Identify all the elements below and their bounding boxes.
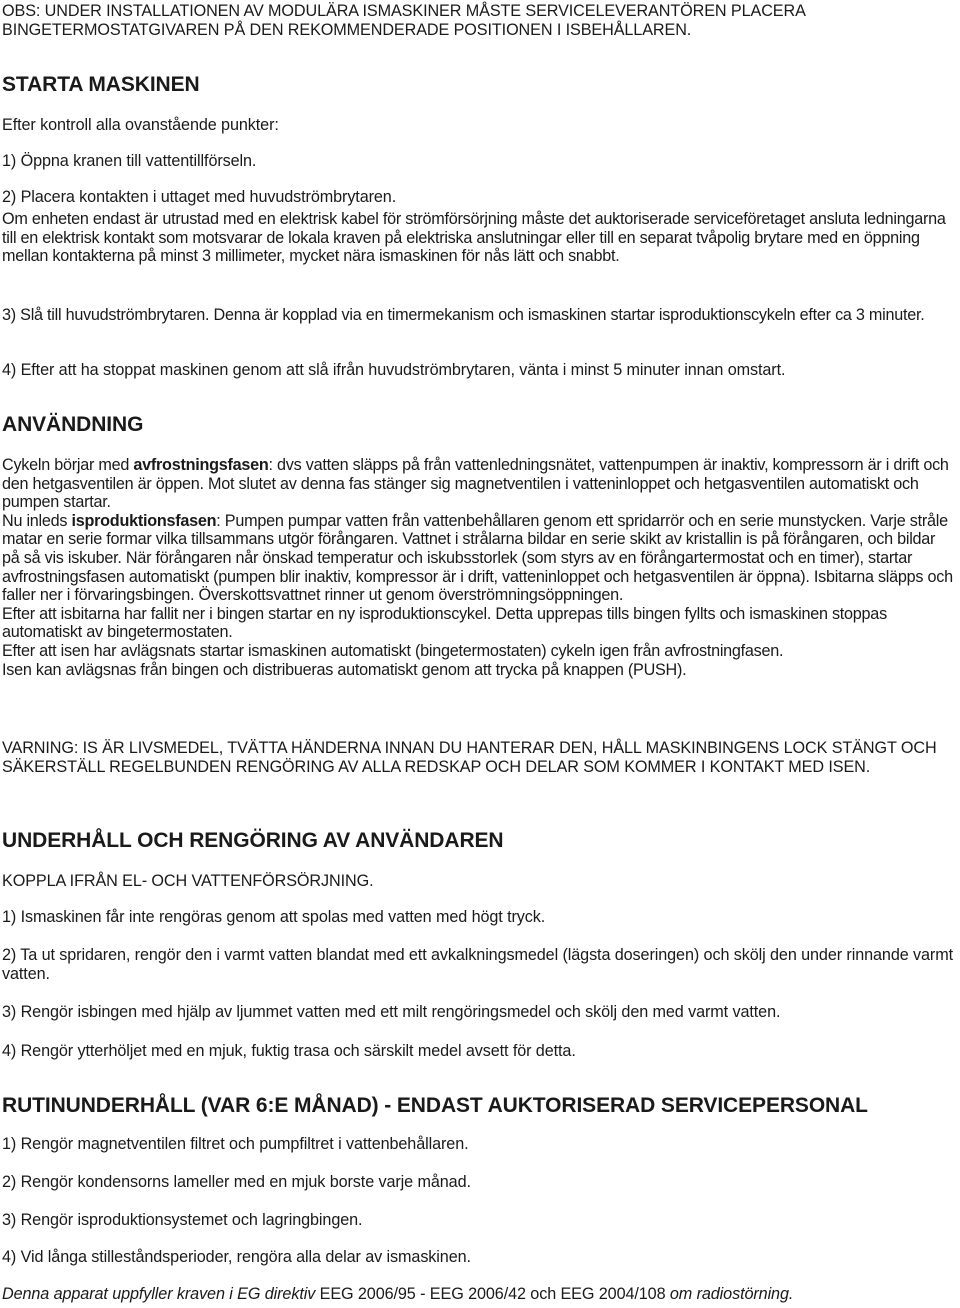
compliance-footer xyxy=(2,1285,956,1304)
start-step-3: 3) Slå till huvudströmbrytaren. Denna är kopplad via en timermekanism och ismaskinen startar isproduktionscykeln efter ca 3 minuter. xyxy=(2,306,925,324)
usage-paragraph-4: Efter att isen har avlägsnats startar ismaskinen automatiskt (bingetermostaten) cykeln igen från avfrostningfasen. xyxy=(2,641,784,660)
footer-italic-start: Denna apparat uppfyller kraven i EG direktiv xyxy=(2,1285,316,1303)
routine-item-1: 1) Rengör magnetventilen filtret och pumpfiltret i vattenbehållaren. xyxy=(2,1135,469,1153)
routine-maintenance-heading: RUTINUNDERHÅLL (VAR 6:E MÅNAD) - ENDAST AUKTORISERAD SERVICEPERSONAL xyxy=(2,1094,868,1117)
footer-directives: EEG 2006/95 - EEG 2006/42 och EEG 2004/108 xyxy=(315,1285,666,1303)
start-step-1: 1) Öppna kranen till vattentillförseln. xyxy=(2,152,257,170)
user-maintenance-item-2: 2) Ta ut spridaren, rengör den i varmt vatten blandat med ett avkalkningsmedel (lägsta doseringen) och skölj den under rinnande varmt vatten. xyxy=(2,946,953,983)
user-maintenance-item-3: 3) Rengör isbingen med hjälp av ljummet vatten med ett milt rengöringsmedel och skölj den med varmt vatten. xyxy=(2,1003,781,1021)
user-maintenance-item-1: 1) Ismaskinen får inte rengöras genom att spolas med vatten med högt tryck. xyxy=(2,908,546,926)
usage-paragraph-5: Isen kan avlägsnas från bingen och distribueras automatiskt genom att trycka på knappen (PUSH). xyxy=(2,660,687,679)
obs-note: OBS: UNDER INSTALLATIONEN AV MODULÄRA ISMASKINER MÅSTE SERVICELEVERANTÖREN PLACERA BINGETERMOSTATGIVAREN PÅ DEN REKOMMENDERADE POSITIONEN I ISBEHÅLLAREN. xyxy=(2,2,805,39)
start-intro: Efter kontroll alla ovanstående punkter: xyxy=(2,116,279,134)
warning-text: VARNING: IS ÄR LIVSMEDEL, TVÄTTA HÄNDERNA INNAN DU HANTERAR DEN, HÅLL MASKINBINGENS LOCK STÄNGT OCH SÄKERSTÄLL REGELBUNDEN RENGÖRING AV ALLA REDSKAP OCH DELAR SOM KOMMER I KONTAKT MED ISEN. xyxy=(2,739,937,776)
disconnect-note: KOPPLA IFRÅN EL- OCH VATTENFÖRSÖRJNING. xyxy=(2,872,374,890)
routine-item-2: 2) Rengör kondensorns lameller med en mjuk borste varje månad. xyxy=(2,1173,471,1191)
start-step-2: 2) Placera kontakten i uttaget med huvudströmbrytaren. xyxy=(2,188,397,206)
usage-text xyxy=(2,456,956,679)
routine-item-3: 3) Rengör isproduktionsystemet och lagringbingen. xyxy=(2,1211,363,1229)
start-step-2-detail: Om enheten endast är utrustad med en elektrisk kabel för strömförsörjning måste det auktoriserade serviceföretaget ansluta ledningarna till en elektrisk kontakt som motsvarar de lokala kraven på elektriska anslutningar eller till en separat tvåpolig brytare med en öppning mellan kontakterna på minst 3 millimeter, mycket nära ismaskinen för nås lätt och snabbt. xyxy=(2,210,946,266)
start-step-4: 4) Efter att ha stoppat maskinen genom att slå ifrån huvudströmbrytaren, vänta i minst 5 minuter innan omstart. xyxy=(2,361,786,379)
user-maintenance-item-4: 4) Rengör ytterhöljet med en mjuk, fuktig trasa och särskilt medel avsett för detta. xyxy=(2,1042,576,1060)
ice-production-phase-term: isproduktionsfasen xyxy=(71,511,217,530)
usage-heading: ANVÄNDNING xyxy=(2,413,144,436)
usage-paragraph-1: Cykeln börjar med avfrostningsfasen: dvs vatten släpps på från vattenledningsnätet, vattenpumpen är inaktiv, kompressorn är i drift och den hetgasventilen är öppen. Mot slutet av denna fas stänger sig magnetventilen i vatteninloppet och hetgasventilen automatiskt och pumpen startar. xyxy=(2,456,949,512)
user-maintenance-heading: UNDERHÅLL OCH RENGÖRING AV ANVÄNDAREN xyxy=(2,829,504,852)
footer-italic-end: om radiostörning. xyxy=(665,1285,794,1303)
routine-item-4: 4) Vid långa stilleståndsperioder, rengöra alla delar av ismaskinen. xyxy=(2,1248,471,1266)
usage-paragraph-3: Efter att isbitarna har fallit ner i bingen startar en ny isproduktionscykel. Detta upprepas tills bingen fyllts och ismaskinen stoppas automatiskt av bingetermostaten. xyxy=(2,604,887,642)
usage-paragraph-2: Nu inleds isproduktionsfasen: Pumpen pumpar vatten från vattenbehållaren genom ett spridarrör och en serie munstycken. Varje stråle matar en serie formar vilka tillsammans utgör förångaren. Vattnet i strålarna bildar en serie skikt av kristallin is på förångaren, och bildar på så vis iskuber. När förångaren når önskad temperatur och iskubsstorlek (som styrs av en förångartermostat och en timer), startar avfrostningsfasen automatiskt (pumpen blir inaktiv, kompressor är i drift, vatteninloppet och hetgasventilen är öppna). Isbitarna släpps och faller ner i förvaringsbingen. Överskottsvattnet rinner ut genom överströmningsöppningen. xyxy=(2,511,953,605)
start-heading: STARTA MASKINEN xyxy=(2,73,200,96)
defrost-phase-term: avfrostningsfasen xyxy=(133,456,269,474)
